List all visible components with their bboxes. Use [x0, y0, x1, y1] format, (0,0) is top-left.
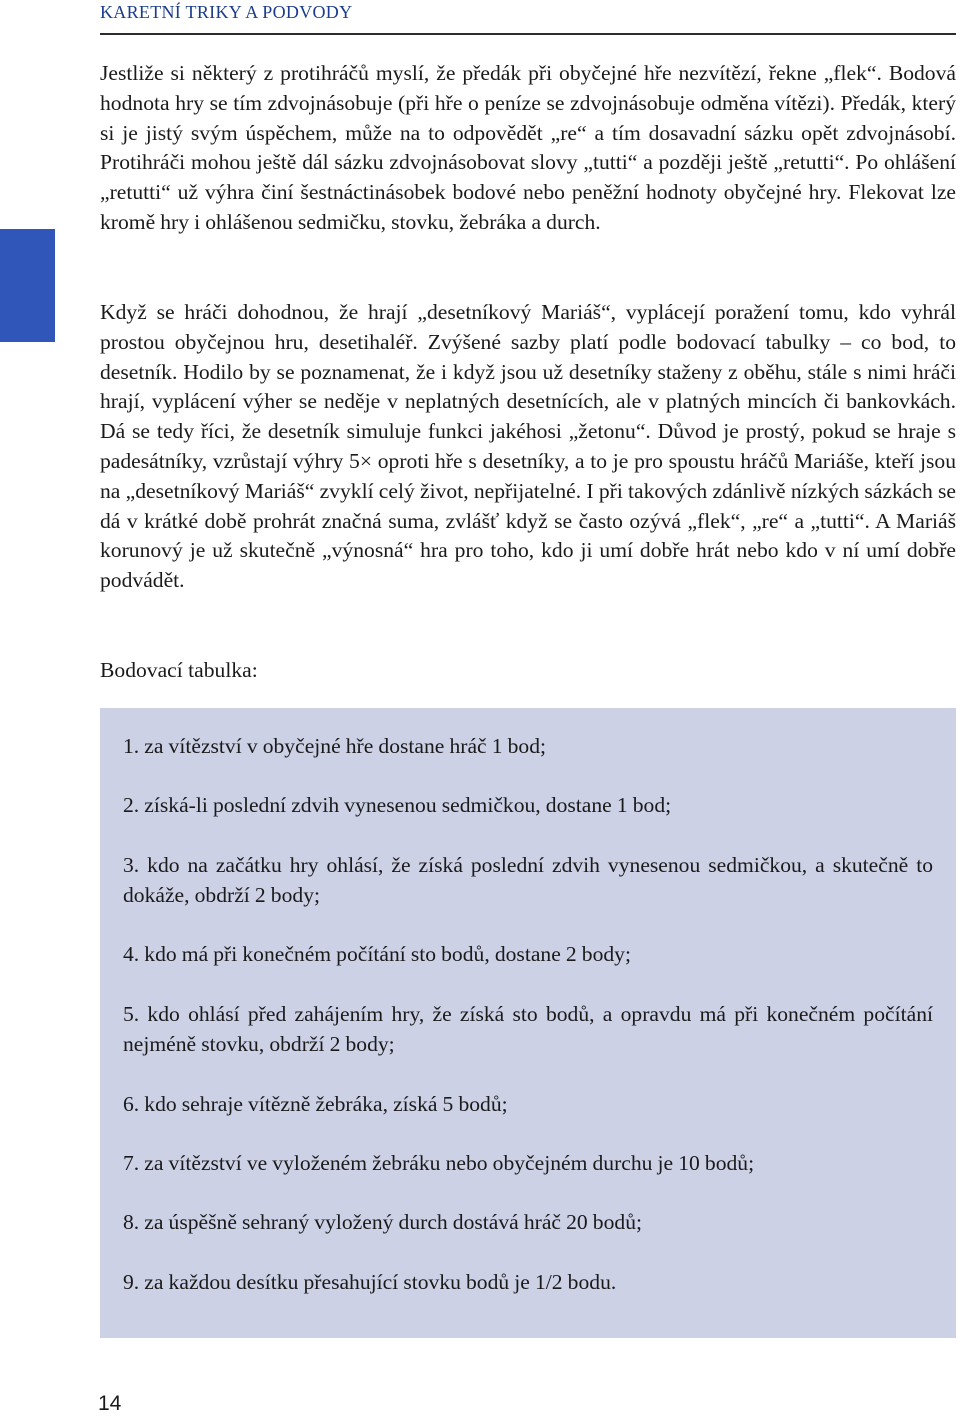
scoring-item-9: 9. za každou desítku přesahující stovku bodů je 1/2 bodu. [123, 1270, 617, 1294]
scoring-item-1: 1. za vítězství v obyčejné hře dostane hráč 1 bod; [123, 734, 547, 758]
scoring-item-5: 5. kdo ohlásí před zahájením hry, že získá sto bodů, a opravdu má při konečném počítání nejméně stovku, obdrží 2 body; [123, 1002, 933, 1056]
scoring-item-4: 4. kdo má při konečném počítání sto bodů, dostane 2 body; [123, 942, 631, 966]
paragraph-desetnikovy-marias: Když se hráči dohodnou, že hrají „desetníkový Mariáš“, vyplácejí poražení tomu, kdo vyhrál prostou obyčejnou hru, desetihaléř. Zvýšené sazby platí podle bodovací tabulky – co bod, to desetník. Hodilo by se poznamenat, že i když jsou už desetníky staženy z oběhu, stále s nimi hráči hrají, vyplácení výher se neděje v neplatných desetnících, ale v platných mincích či bankovkách. Dá se tedy říci, že desetník simuluje funkci jakéhosi „žetonu“. Důvod je prostý, pokud se hraje s padesátníky, vzrůstají výhry 5× oproti hře s desetníky, a to je pro spoustu hráčů Mariáše, kteří jsou na „desetníkový Mariáš“ zvyklí celý život, nepřijatelné. I při takových zdánlivě nízkých sázkách se dá v krátké době prohrát značná suma, zvlášť když se často ozývá „flek“, „re“ a „tutti“. A Mariáš korunový je už skutečně „výnosná“ hra pro toho, kdo ji umí dobře hrát nebo kdo v ní umí dobře podvádět. [100, 300, 956, 593]
running-header: KARETNÍ TRIKY A PODVODY [100, 2, 353, 22]
scoring-table-box [100, 708, 956, 1338]
scoring-item-6: 6. kdo sehraje vítězně žebráka, získá 5 bodů; [123, 1092, 508, 1116]
chapter-side-tab [0, 229, 55, 342]
scoring-table-label: Bodovací tabulka: [100, 658, 258, 682]
scoring-item-7: 7. za vítězství ve vyloženém žebráku nebo obyčejném durchu je 10 bodů; [123, 1151, 755, 1175]
paragraph-flek-betting: Jestliže si některý z protihráčů myslí, že předák při obyčejné hře nezvítězí, řekne „flek“. Bodová hodnota hry se tím zdvojnásobuje (při hře o peníze se zdvojnásobuje odměna vítězi). Předák, který si je jistý svým úspěchem, může na to odpovědět „re“ a tím dosavadní sázku opět zdvojnásobí. Protihráči mohou ještě dál sázku zdvojnásobovat slovy „tutti“ a později ještě „retutti“. Po ohlášení „retutti“ už výhra činí šestnáctinásobek bodové nebo peněžní hodnoty obyčejné hry. Flekovat lze kromě hry i ohlášenou sedmičku, stovku, žebráka a durch. [100, 61, 956, 234]
scoring-item-2: 2. získá-li poslední zdvih vynesenou sedmičkou, dostane 1 bod; [123, 793, 672, 817]
page-number: 14 [98, 1392, 122, 1415]
scoring-item-8: 8. za úspěšně sehraný vyložený durch dostává hráč 20 bodů; [123, 1210, 642, 1234]
scoring-item-3: 3. kdo na začátku hry ohlásí, že získá poslední zdvih vynesenou sedmičkou, a skutečně to dokáže, obdrží 2 body; [123, 853, 933, 907]
header-rule [100, 33, 956, 35]
